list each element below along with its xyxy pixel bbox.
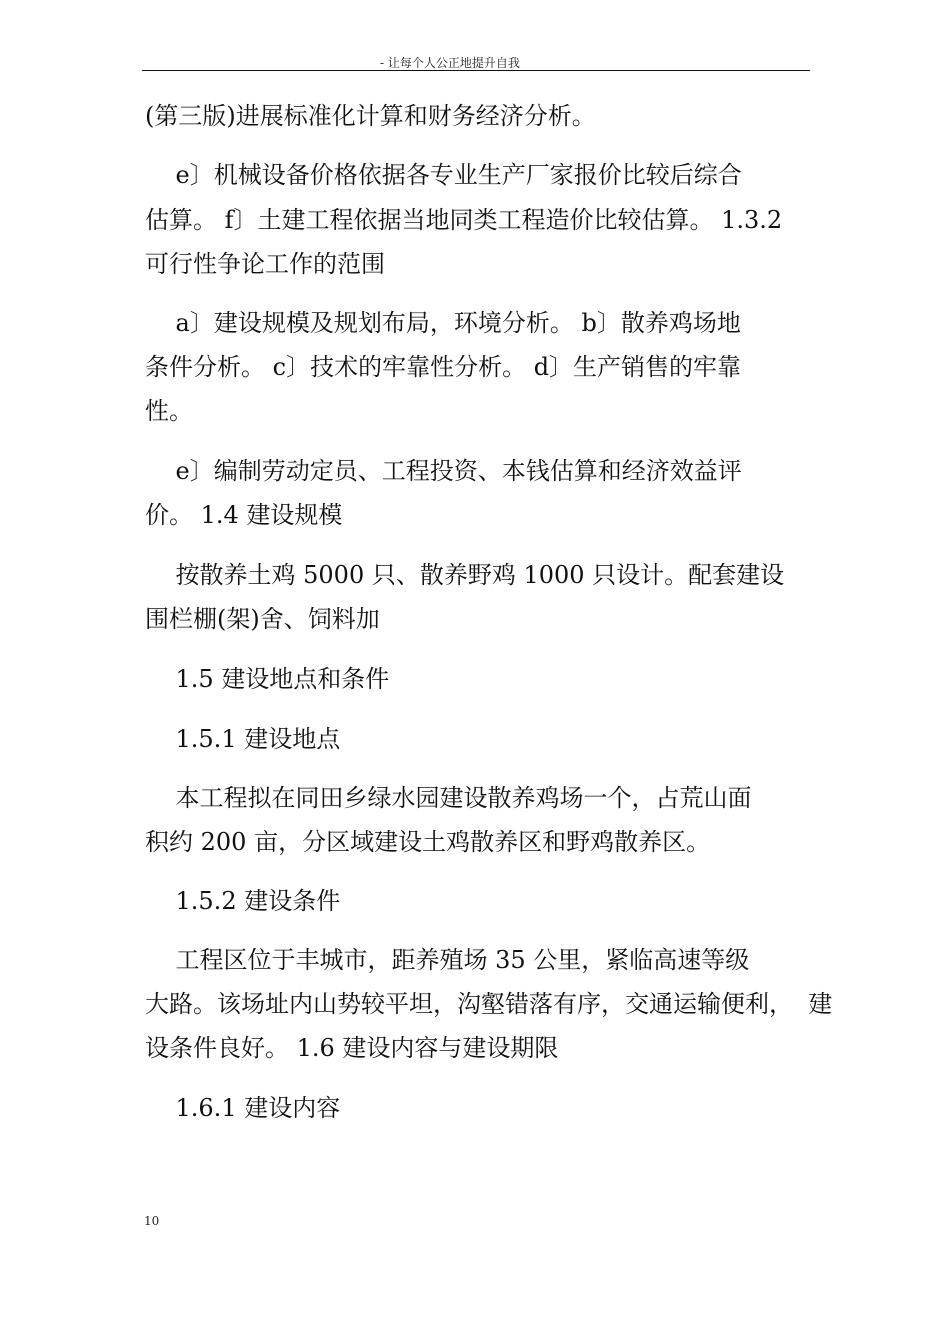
body-line-17: 工程区位于丰城市，距养殖场 35 公里，紧临高速等级 [145,946,750,974]
body-line-8: e〕编制劳动定员、工程投资、本钱估算和经济效益评 [145,457,742,485]
body-line-4: 可行性争论工作的范围 [145,250,385,278]
body-line-2: e〕机械设备价格依据各专业生产厂家报价比较后综合 [145,161,742,189]
page-number: 10 [144,1214,160,1228]
body-line-14: 本工程拟在同田乡绿水园建设散养鸡场一个，占荒山面 [145,784,752,812]
body-line-9: 价。 1.4 建设规模 [145,501,343,529]
section-heading-1-5: 1.5 建设地点和条件 [145,665,390,693]
body-line-6: 条件分析。 c〕技术的牢靠性分析。 d〕生产销售的牢靠 [145,353,742,381]
body-line-3: 估算。 f〕土建工程依据当地同类工程造价比较估算。 1.3.2 [145,206,783,234]
header-divider [142,70,810,71]
section-heading-1-5-2: 1.5.2 建设条件 [145,887,341,915]
section-heading-1-6-1: 1.6.1 建设内容 [145,1094,341,1122]
body-line-1: (第三版)进展标准化计算和财务经济分析。 [145,102,596,130]
body-line-18: 大路。该场址内山势较平坦，沟壑错落有序，交通运输便利， 建 [145,990,833,1018]
body-line-11: 围栏棚(架)舍、饲料加 [145,605,380,633]
section-heading-1-5-1: 1.5.1 建设地点 [145,725,341,753]
page-header: - 让每个人公正地提升自我 [380,56,520,70]
body-line-10: 按散养土鸡 5000 只、散养野鸡 1000 只设计。配套建设 [145,561,785,589]
body-line-19: 设条件良好。 1.6 建设内容与建设期限 [145,1034,559,1062]
body-line-15: 积约 200 亩，分区域建设土鸡散养区和野鸡散养区。 [145,828,711,856]
body-line-7: 性。 [145,397,193,425]
body-line-5: a〕建设规模及规划布局，环境分析。 b〕散养鸡场地 [145,309,741,337]
